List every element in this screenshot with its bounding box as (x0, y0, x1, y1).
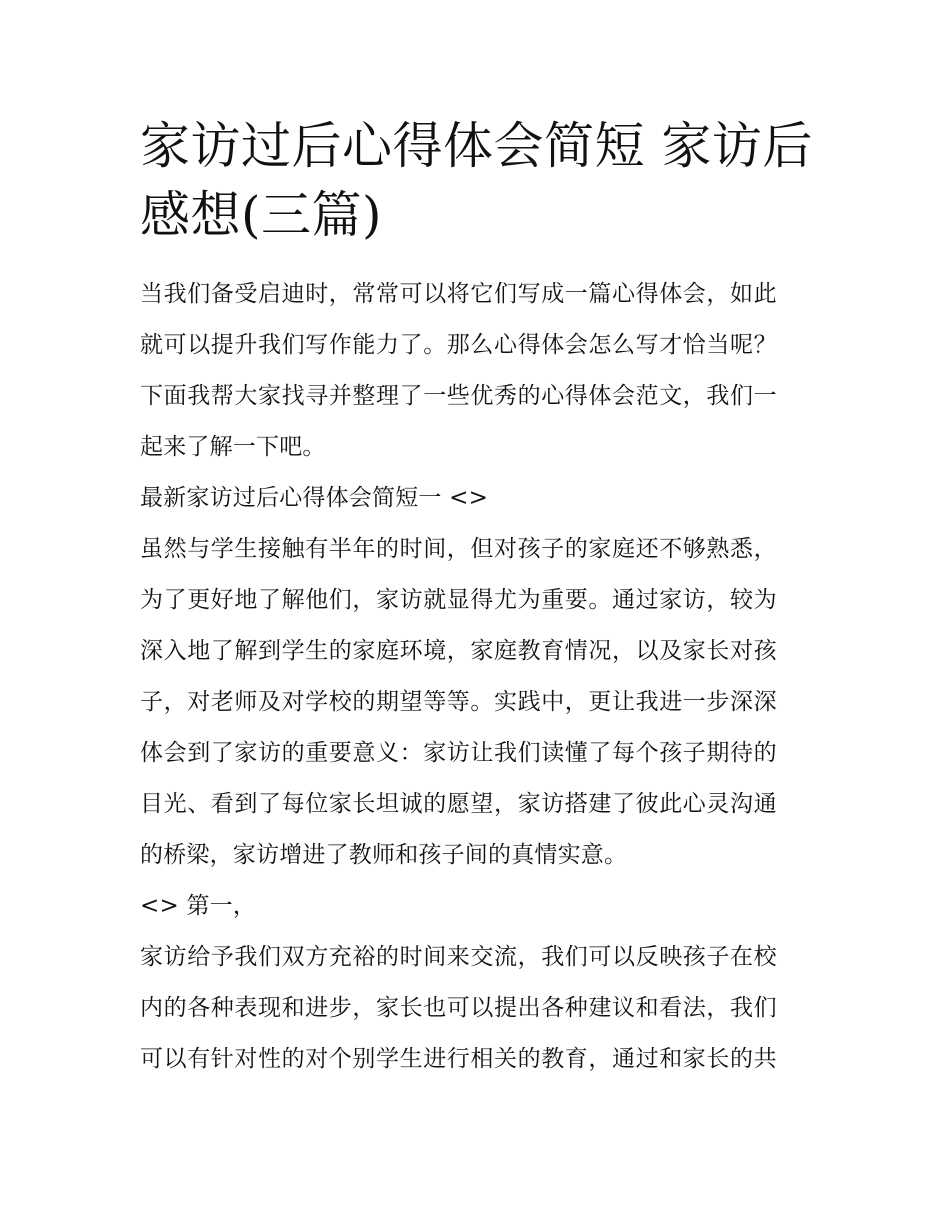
body-line: 下面我帮大家找寻并整理了一些优秀的心得体会范文，我们一 (140, 383, 778, 409)
body-line: 目光、看到了每位家长坦诚的愿望，家访搭建了彼此心灵沟通 (140, 791, 778, 817)
title-line-2: 感想(三篇) (140, 186, 383, 244)
body-line: 深入地了解到学生的家庭环境，家庭教育情况，以及家长对孩 (140, 638, 778, 664)
body-line: 体会到了家访的重要意义：家访让我们读懂了每个孩子期待的 (140, 740, 778, 766)
body-line: 起来了解一下吧。 (140, 434, 326, 460)
document-content (140, 112, 815, 1085)
body-line: 内的各种表现和进步，家长也可以提出各种建议和看法，我们 (140, 995, 778, 1021)
body-line: 为了更好地了解他们，家访就显得尤为重要。通过家访，较为 (140, 587, 778, 613)
body-line: 的桥梁，家访增进了教师和孩子间的真情实意。 (140, 842, 628, 868)
title-line-1: 家访过后心得体会简短 家访后 (140, 117, 813, 175)
body-line: 家访给予我们双方充裕的时间来交流，我们可以反映孩子在校 (140, 944, 778, 970)
body-line: 当我们备受启迪时，常常可以将它们写成一篇心得体会，如此 (140, 281, 778, 307)
body-line: 虽然与学生接触有半年的时间，但对孩子的家庭还不够熟悉， (140, 536, 778, 562)
section-heading: 最新家访过后心得体会简短一 <> (140, 485, 489, 511)
subsection-heading: <> 第一， (140, 893, 257, 919)
document-title (140, 112, 815, 250)
body-line: 就可以提升我们写作能力了。那么心得体会怎么写才恰当呢？ (140, 332, 778, 358)
body-line: 可以有针对性的对个别学生进行相关的教育，通过和家长的共 (140, 1046, 778, 1072)
document-body (140, 269, 815, 1085)
body-line: 子，对老师及对学校的期望等等。实践中，更让我进一步深深 (140, 689, 778, 715)
